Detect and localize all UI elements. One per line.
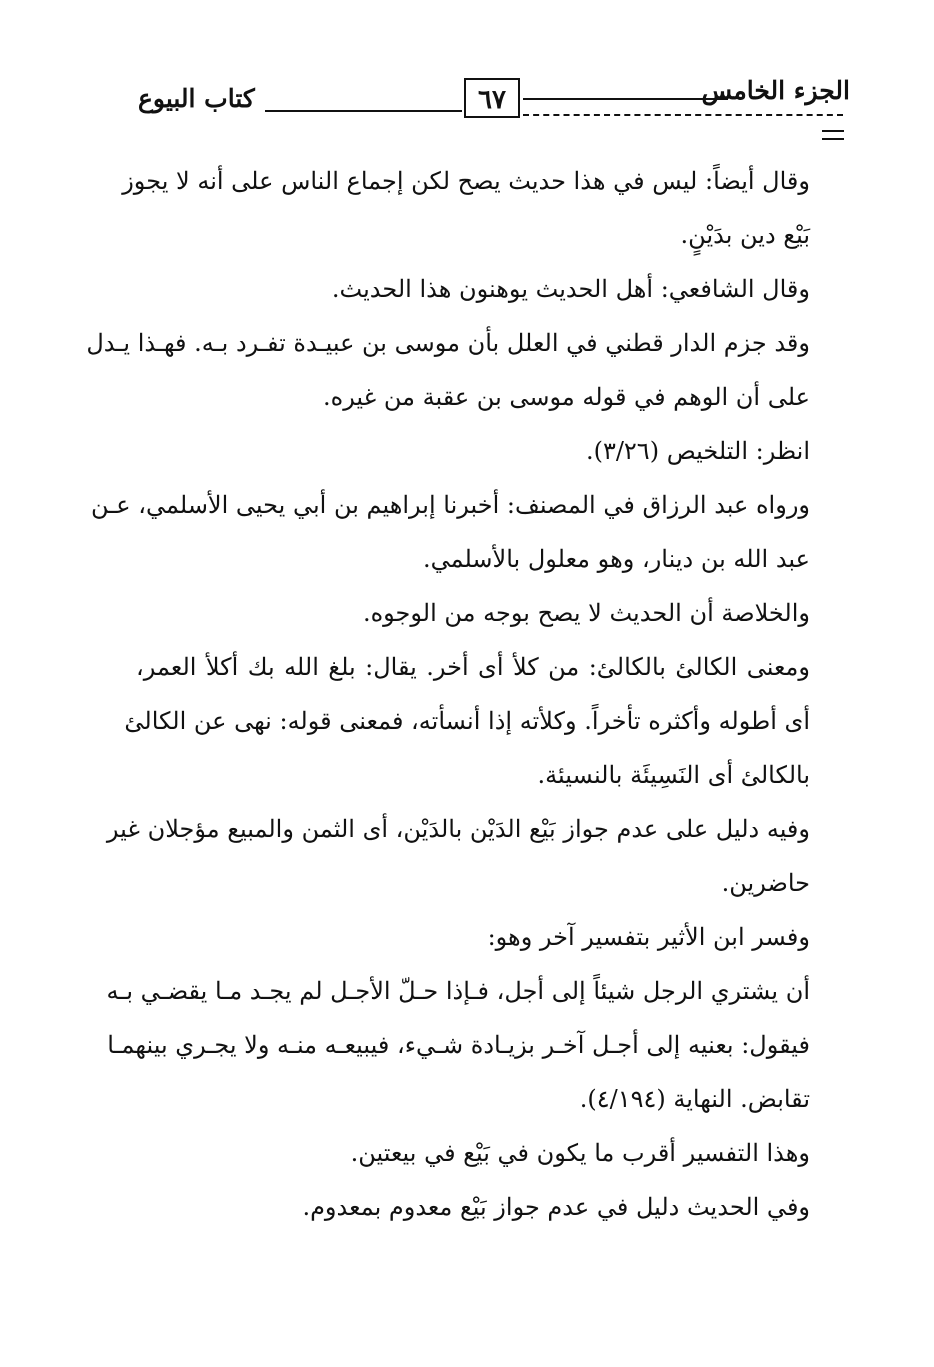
text-line: ومعنى الكالئ بالكالئ: من كلأ أى أخر. يقال: بلغ الله بك أكلأ العمر، <box>136 653 810 681</box>
text-line: وفي الحديث دليل في عدم جواز بَيْع معدوم بمعدوم. <box>302 1193 810 1221</box>
text-line: فيقول: بعنيه إلى أجـل آخـر بزيـادة شـيء، فيبيعـه منـه ولا يجـري بينهمـا <box>107 1031 810 1059</box>
text-line: على أن الوهم في قوله موسى بن عقبة من غيره. <box>322 383 810 411</box>
book-title: كتاب البيوع <box>138 84 255 113</box>
page-number: ٦٧ <box>464 78 520 118</box>
text-line: وفسر ابن الأثير بتفسير آخر وهو: <box>487 923 810 951</box>
text-line: والخلاصة أن الحديث لا يصح بوجه من الوجوه. <box>362 599 810 627</box>
page-header <box>130 70 850 130</box>
header-rule-left <box>265 110 462 112</box>
header-rule <box>523 98 728 100</box>
text-line: وقال أيضاً: ليس في هذا حديث يصح لكن إجماع الناس على أنه لا يجوز <box>122 167 810 195</box>
text-line: وقد جزم الدار قطني في العلل بأن موسى بن عبيـدة تفـرد بـه. فهـذا يـدل <box>86 329 810 357</box>
text-line: أن يشتري الرجل شيئاً إلى أجل، فـإذا حـلّ الأجـل لم يجـد مـا يقضـي بـه <box>106 977 810 1005</box>
reference-line: انظر: التلخيص (٣/٢٦). <box>585 437 810 465</box>
text-line: وفيه دليل على عدم جواز بَيْع الدَيْن بالدَيْن، أى الثمن والمبيع مؤجلان غير <box>106 815 810 843</box>
text-line: بالكالئ أى النَسِيئَة بالنسيئة. <box>537 761 810 789</box>
volume-title: الجزء الخامس <box>701 76 850 105</box>
text-line: عبد الله بن دينار، وهو معلول بالأسلمي. <box>422 545 810 573</box>
text-line: حاضرين. <box>721 869 810 897</box>
text-line: وهذا التفسير أقرب ما يكون في بَيْع في بيعتين. <box>350 1139 810 1167</box>
header-dashed-rule <box>523 114 843 116</box>
text-line: أى أطوله وأكثره تأخراً. وكلأته إذا أنسأته، فمعنى قوله: نهى عن الكالئ <box>124 707 810 735</box>
reference-line: تقابض. النهاية (٤/١٩٤). <box>579 1085 810 1113</box>
text-line: وقال الشافعي: أهل الحديث يوهنون هذا الحديث. <box>331 275 810 303</box>
text-line: ورواه عبد الرزاق في المصنف: أخبرنا إبراهيم بن أبي يحيى الأسلمي، عـن <box>91 491 810 519</box>
text-line: بَيْع دين بدَيْنٍ. <box>680 221 810 249</box>
header-double-rule <box>822 130 844 140</box>
